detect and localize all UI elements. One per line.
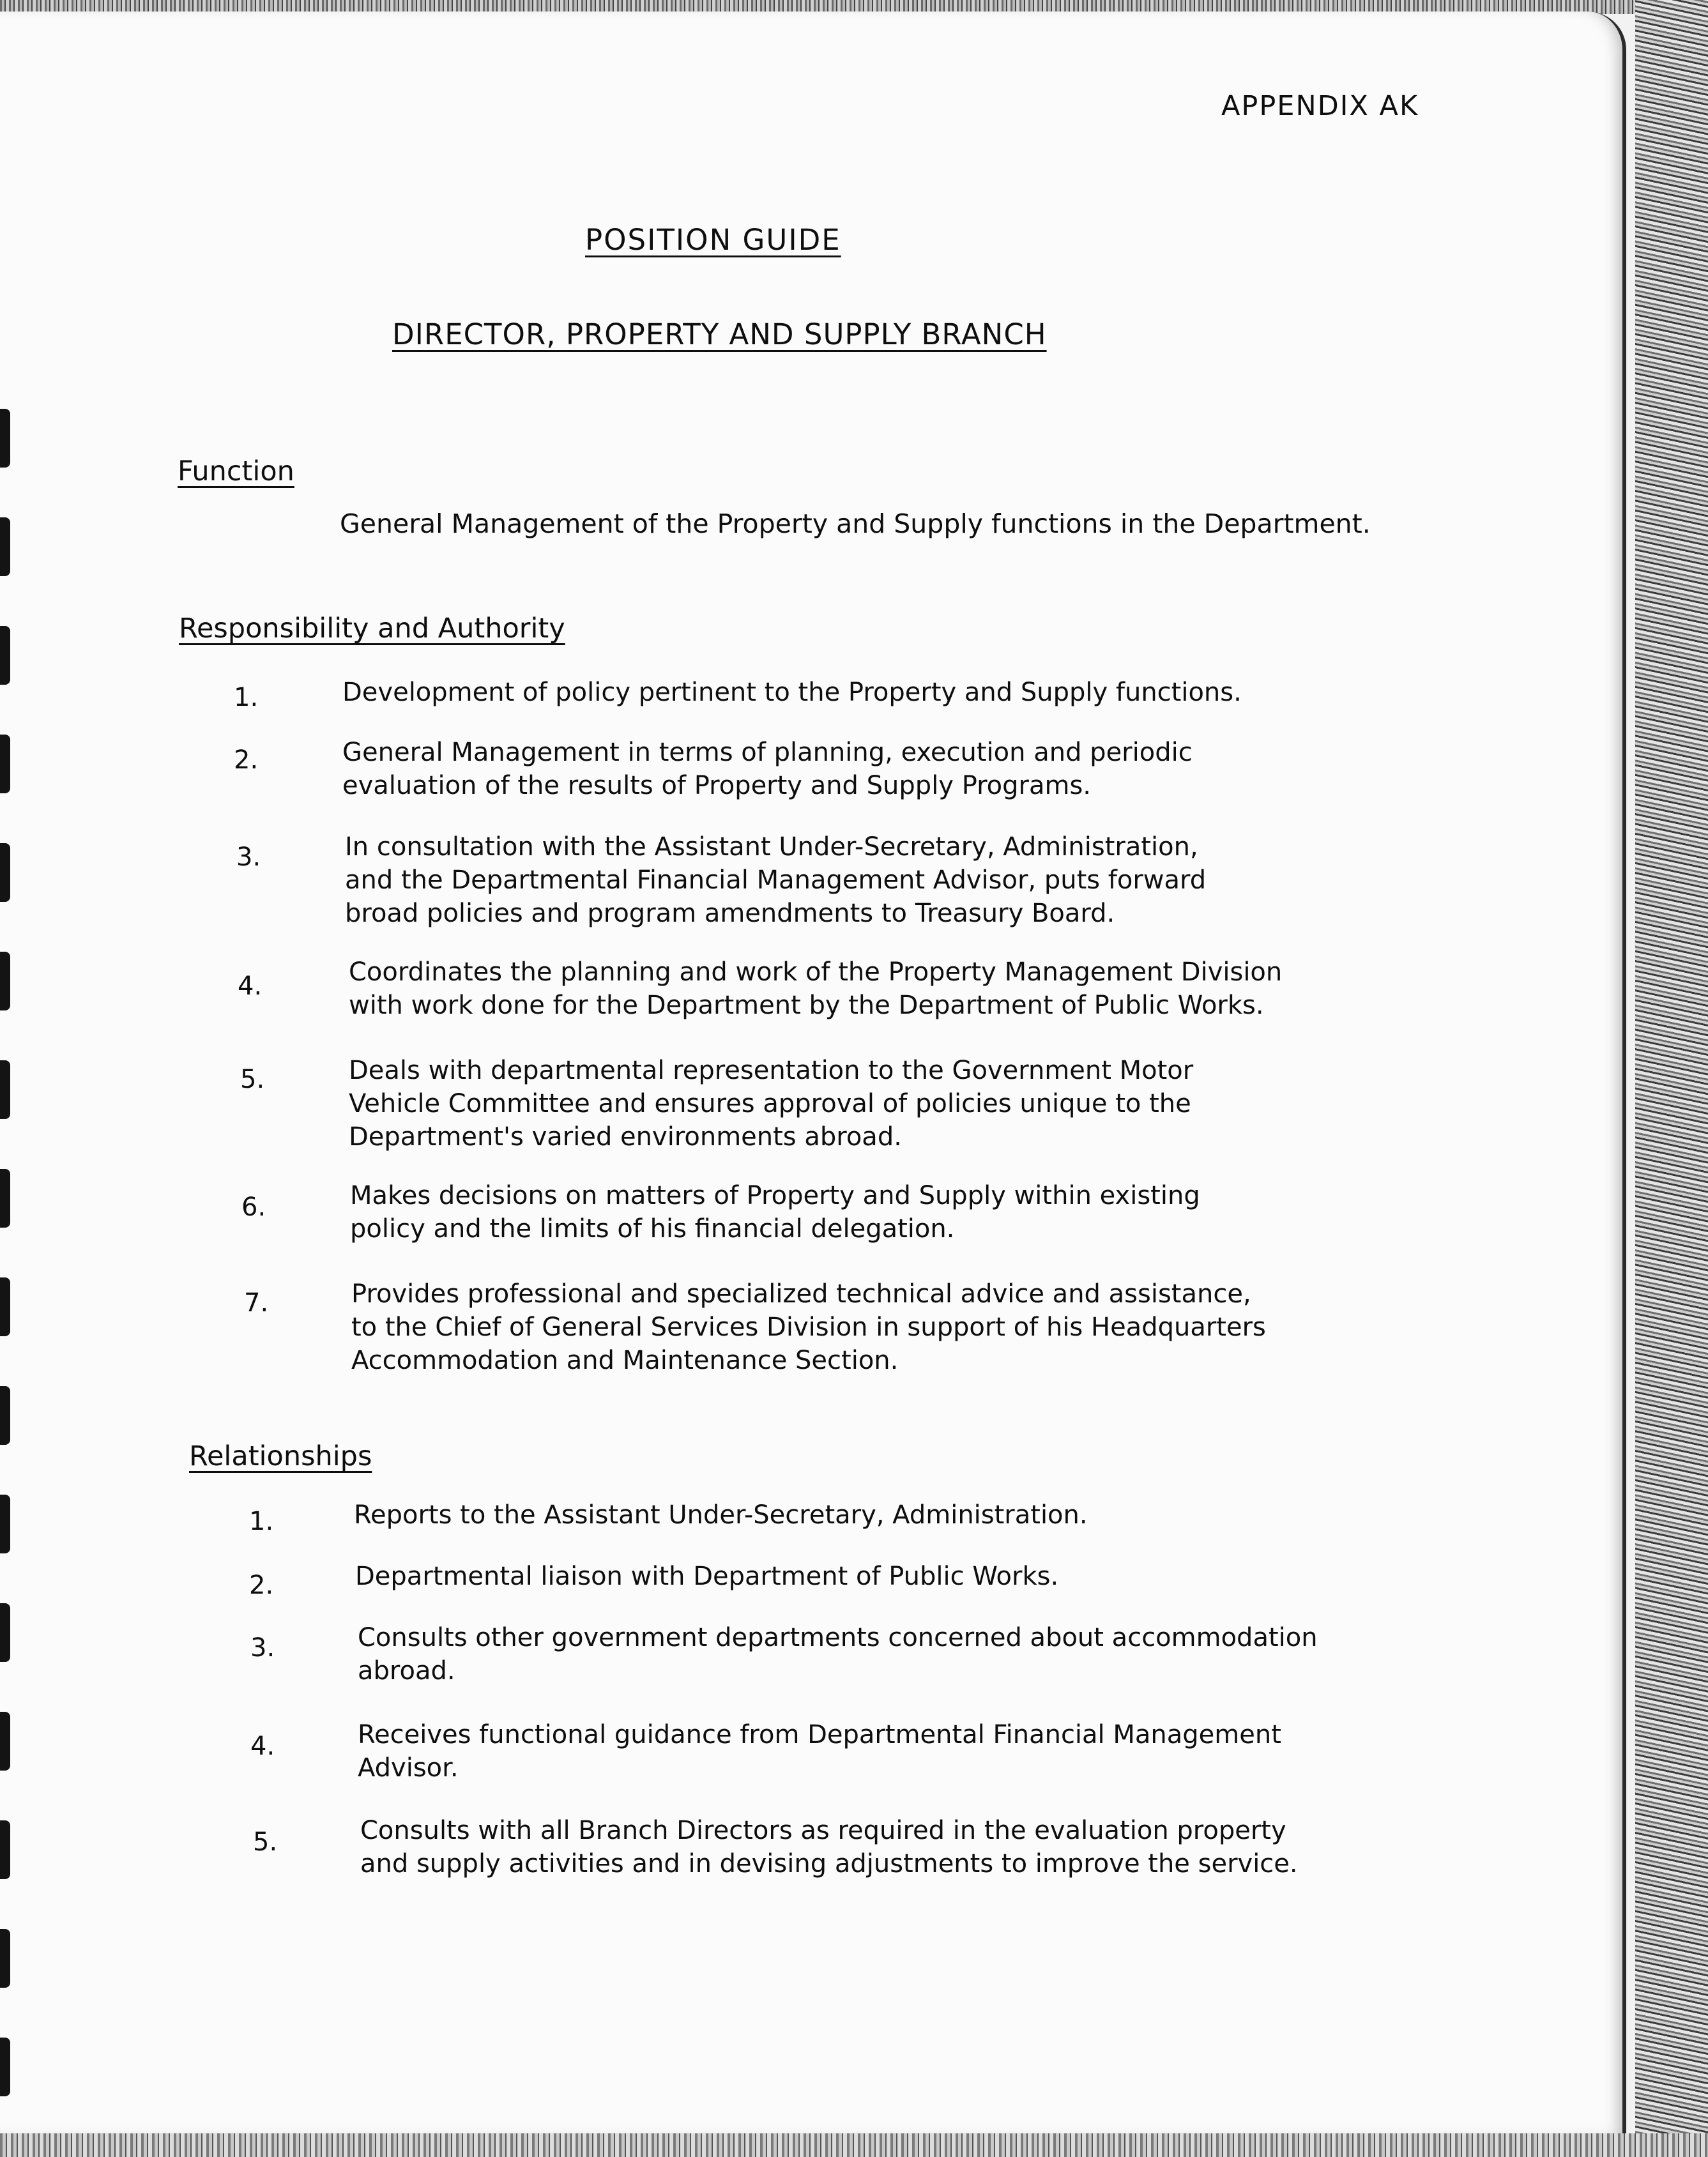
item-line: Accommodation and Maintenance Section. [351, 1346, 899, 1375]
binder-edge [1635, 0, 1708, 2157]
relationships-heading: Relationships [189, 1440, 372, 1472]
item-line: and the Departmental Financial Management Advisor, puts forward [345, 865, 1207, 895]
binder-hole [0, 1169, 10, 1228]
item-line: Makes decisions on matters of Property and Supply within existing [350, 1181, 1200, 1210]
item-line: Advisor. [358, 1753, 459, 1783]
item-text [350, 1179, 1200, 1246]
item-line: Coordinates the planning and work of the Property Management Division [349, 957, 1283, 987]
item-number: 4. [250, 1732, 275, 1761]
item-line: Consults other government departments concerned about accommodation [358, 1623, 1318, 1652]
item-line: to the Chief of General Services Division in support of his Headquarters [351, 1313, 1266, 1342]
function-heading: Function [178, 455, 294, 487]
function-text: General Management of the Property and Supply functions in the Department. [340, 508, 1371, 539]
binder-hole [0, 1603, 10, 1662]
item-line: evaluation of the results of Property and Supply Programs. [342, 771, 1092, 800]
item-number: 7. [244, 1288, 269, 1318]
item-line: Vehicle Committee and ensures approval of policies unique to the [349, 1089, 1191, 1118]
item-text [349, 956, 1282, 1022]
binder-hole [0, 626, 10, 685]
responsibility-heading: Responsibility and Authority [179, 613, 565, 644]
binder-hole [0, 409, 10, 468]
item-number: 1. [234, 683, 259, 712]
item-number: 1. [249, 1507, 274, 1536]
scan-edge-bottom [0, 2133, 1708, 2157]
item-text [358, 1621, 1318, 1688]
binder-hole [0, 1060, 10, 1119]
item-number: 5. [253, 1827, 278, 1857]
item-line: Consults with all Branch Directors as required in the evaluation property [360, 1816, 1286, 1845]
item-number: 3. [236, 842, 261, 872]
item-line: abroad. [358, 1656, 455, 1686]
binder-hole [0, 1386, 10, 1445]
item-line: broad policies and program amendments to Treasury Board. [345, 899, 1115, 928]
binder-hole [0, 1929, 10, 1988]
item-line: Receives functional guidance from Departmental Financial Management [358, 1720, 1281, 1749]
item-line: Departmental liaison with Department of Public Works. [355, 1562, 1059, 1591]
item-line: Reports to the Assistant Under-Secretary, Administration. [354, 1500, 1088, 1530]
item-line: policy and the limits of his financial delegation. [350, 1214, 955, 1244]
item-text [349, 1054, 1193, 1154]
binder-hole [0, 843, 10, 902]
binder-hole [0, 517, 10, 576]
item-text [351, 1277, 1266, 1377]
item-text [342, 676, 1242, 709]
item-line: Department's varied environments abroad. [349, 1122, 902, 1152]
page-title: POSITION GUIDE [585, 223, 841, 257]
item-text [354, 1498, 1088, 1532]
item-number: 5. [240, 1065, 265, 1094]
item-number: 6. [241, 1193, 266, 1222]
binder-hole [0, 952, 10, 1010]
binder-hole [0, 2038, 10, 2096]
binder-hole [0, 1495, 10, 1553]
item-text [355, 1560, 1058, 1593]
item-text [358, 1718, 1281, 1785]
page-subtitle: DIRECTOR, PROPERTY AND SUPPLY BRANCH [392, 317, 1047, 351]
binder-hole [0, 1277, 10, 1336]
item-line: Development of policy pertinent to the Property and Supply functions. [342, 678, 1242, 707]
item-line: and supply activities and in devising adjustments to improve the service. [360, 1849, 1298, 1879]
item-number: 3. [250, 1633, 275, 1663]
item-line: Provides professional and specialized technical advice and assistance, [351, 1279, 1251, 1309]
item-number: 2. [234, 745, 259, 775]
appendix-label: APPENDIX AK [1221, 90, 1419, 122]
binder-hole [0, 1712, 10, 1771]
item-text [360, 1814, 1298, 1880]
item-line: Deals with departmental representation to the Government Motor [349, 1056, 1194, 1085]
binder-hole [0, 1820, 10, 1879]
item-line: In consultation with the Assistant Under-Secretary, Administration, [345, 832, 1198, 862]
item-number: 2. [249, 1571, 274, 1600]
item-number: 4. [238, 972, 263, 1001]
item-line: with work done for the Department by the Department of Public Works. [349, 991, 1264, 1020]
binder-hole [0, 735, 10, 793]
item-text [342, 736, 1193, 802]
item-text [345, 830, 1206, 930]
item-line: General Management in terms of planning, execution and periodic [342, 738, 1193, 767]
binder-holes [0, 0, 15, 2157]
